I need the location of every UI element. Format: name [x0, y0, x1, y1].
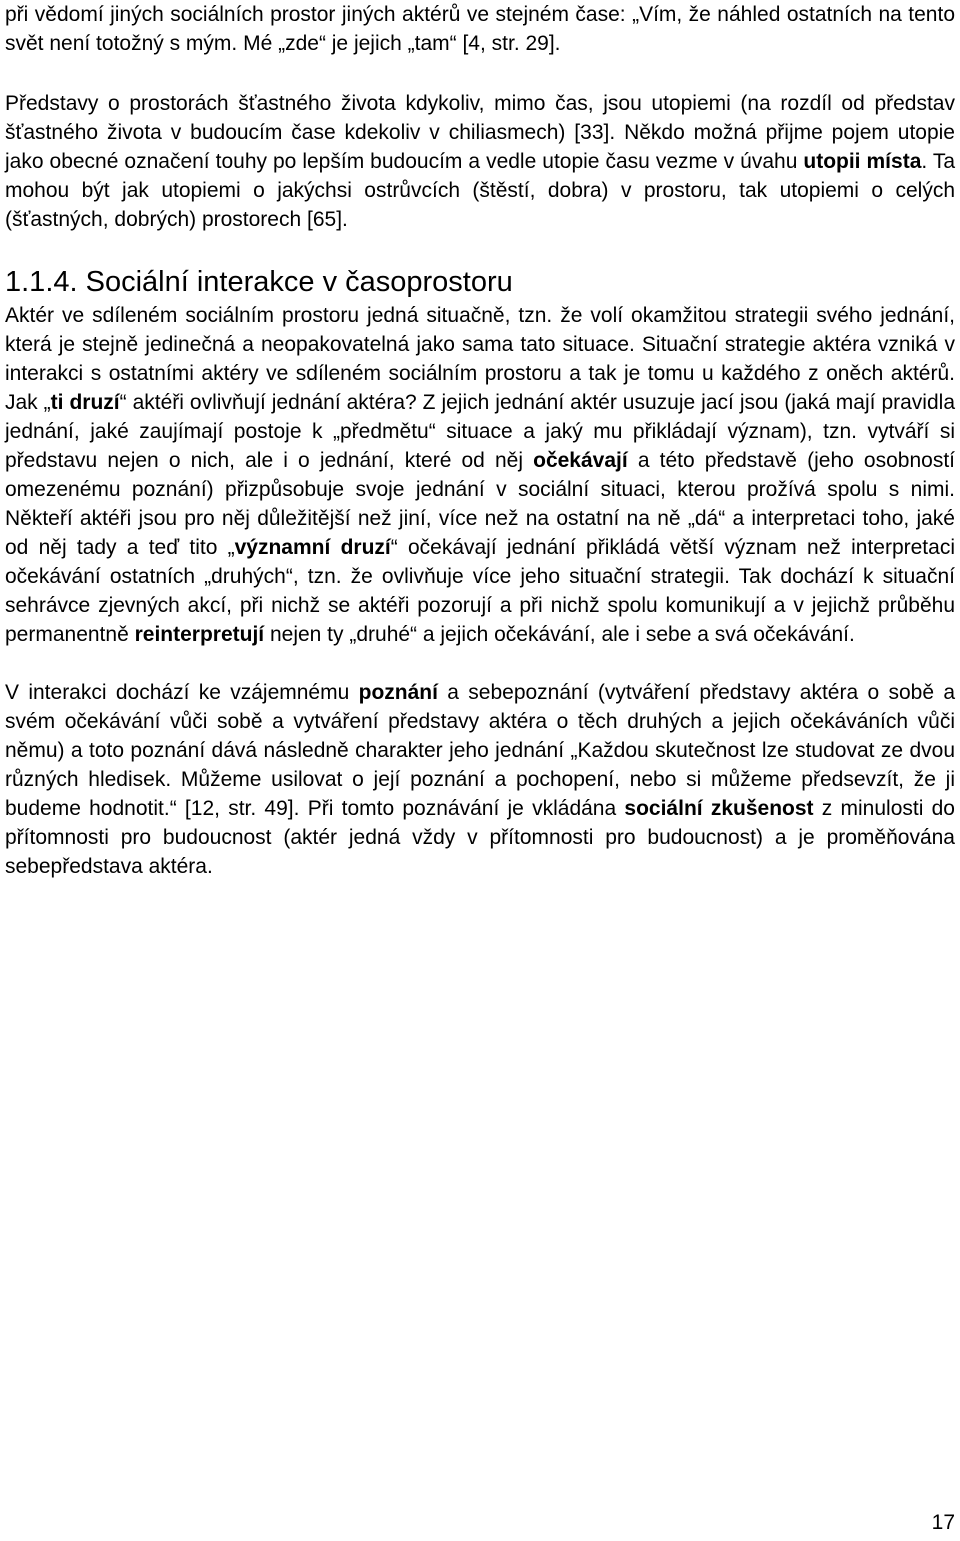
text-run: Představy o prostorách šťastného života kdykoliv, mimo čas, jsou utopiemi (na rozdíl od představ šťastného života v budoucím čase kdekoliv v chiliasmech) [33]. Někdo možná přijme pojem utopie jako obecné označení touhy po lepším budoucím a vedle utopie času vezme v úvahu	[5, 92, 955, 173]
text-run: Aktér ve sdíleném sociálním prostoru jedná situačně, tzn. že volí okamžitou strategii svého jednání, která je stejně jedinečná a neopakovatelná jako sama tato situace. Situační strategie aktéra vzniká v interakci s ostatními aktéry ve sdíleném sociálním prostoru a tak je tomu u každého z oněch aktérů. Jak „	[5, 304, 955, 414]
spacer	[5, 58, 955, 89]
text-run: a této představě (jeho osobností omezenému poznání) přizpůsobuje svoje jednání v sociální situaci, kterou prožívá spolu s nimi. Někteří aktéři jsou pro něj důležitější než jiní, více než na ostatní na ně „dá“ a interpretaci toho, jaké od něj tady a teď tito „	[5, 449, 955, 559]
page-number: 17	[931, 1511, 955, 1534]
text-run: “ aktéři ovlivňují jednání aktéra? Z jejich jednání aktér usuzuje jací jsou (jaká mají pravidla jednání, jaké zaujímají postoje k „předmětu“ situace a jaký mu přikládají význam), tzn. vytváří si představu nejen o nich, ale i o jednání, které od něj	[5, 391, 955, 472]
spacer	[5, 234, 955, 263]
text-run: nejen ty „druhé“ a jejich očekávání, ale i sebe a svá očekávání.	[264, 623, 855, 646]
text-run: V interakci dochází ke vzájemnému	[5, 681, 359, 704]
paragraph-utopia	[5, 89, 955, 234]
bold-term: sociální zkušenost	[624, 797, 814, 820]
paragraph-intro	[5, 0, 955, 58]
bold-term: ti druzí	[50, 391, 120, 414]
section-heading: 1.1.4. Sociální interakce v časoprostoru	[5, 266, 513, 298]
text-run: “ očekávají jednání přikládá větší význam než interpretaci očekávání ostatních „druhých“, tzn. že ovlivňuje více jeho situační strategii. Tak dochází k situační sehrávce zjevných akcí, při nichž se aktéři pozorují a při nichž spolu komunikují a v jejichž průběhu permanentně	[5, 536, 955, 646]
text-run: . Ta mohou být jak utopiemi o jakýchsi ostrůvcích (štěstí, dobra) v prostoru, tak utopiemi o celých (šťastných, dobrých) prostorech [65].	[5, 150, 956, 231]
bold-term: poznání	[358, 681, 438, 704]
text-run: z minulosti do přítomnosti pro budoucnost (aktér jedná vždy v přítomnosti pro budoucnost) a je proměňována sebepředstava aktéra.	[5, 797, 955, 878]
bold-term: reinterpretují	[134, 623, 265, 646]
document-page	[5, 0, 955, 881]
paragraph-interaction	[5, 301, 955, 649]
paragraph-cognition	[5, 678, 955, 881]
text-run: při vědomí jiných sociálních prostor jiných aktérů ve stejném čase: „Vím, že náhled ostatních na tento svět není totožný s mým. Mé „zde“ je jejich „tam“ [4, str. 29].	[5, 3, 955, 55]
bold-term: očekávají	[533, 449, 628, 472]
spacer	[5, 649, 955, 678]
bold-term: významní druzí	[234, 536, 391, 559]
bold-term: utopii místa	[803, 150, 922, 173]
text-run: a sebepoznání (vytváření představy aktéra o sobě a svém očekávání vůči sobě a vytváření představy aktéra o těch druhých a jejich očekáváních vůči němu) a toto poznání dává následně charakter jeho jednání „Každou skutečnost lze studovat ze dvou různých hledisek. Můžeme usilovat o její poznání a pochopení, nebo si můžeme předsevzít, že ji budeme hodnotit.“ [12, str. 49]. Při tomto poznávání je vkládána	[5, 681, 956, 820]
